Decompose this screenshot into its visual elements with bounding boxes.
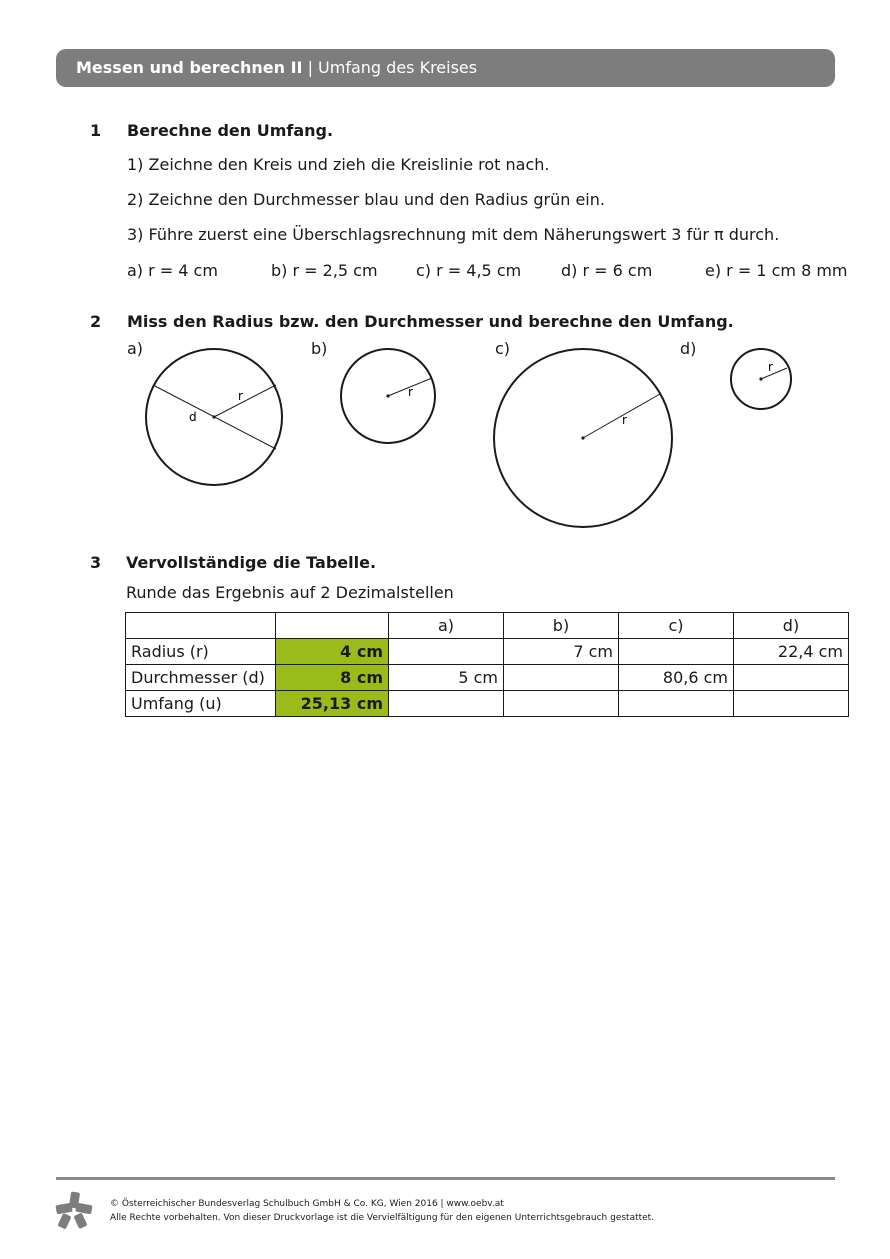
table-cell[interactable] bbox=[734, 691, 849, 717]
table-row bbox=[126, 639, 849, 665]
table-cell[interactable] bbox=[389, 639, 504, 665]
task1-part-d: d) r = 6 cm bbox=[561, 261, 653, 280]
task3-number: 3 bbox=[90, 553, 102, 572]
table-row-label: Radius (r) bbox=[126, 639, 276, 665]
table-cell[interactable] bbox=[504, 691, 619, 717]
table-row-label: Durchmesser (d) bbox=[126, 665, 276, 691]
table-cell: 5 cm bbox=[389, 665, 504, 691]
table-header-cell bbox=[276, 613, 389, 639]
header-separator: | bbox=[307, 58, 313, 77]
footer-text bbox=[110, 1197, 654, 1225]
circle-c bbox=[494, 349, 672, 527]
table-given-value: 25,13 cm bbox=[276, 691, 389, 717]
table-cell: 80,6 cm bbox=[619, 665, 734, 691]
task2-number: 2 bbox=[90, 312, 102, 331]
table-given-value: 4 cm bbox=[276, 639, 389, 665]
table-cell: 7 cm bbox=[504, 639, 619, 665]
circle-a bbox=[146, 349, 282, 485]
circle-d-radius-label: r bbox=[768, 360, 773, 374]
table-cell[interactable] bbox=[389, 691, 504, 717]
task3-subtitle: Runde das Ergebnis auf 2 Dezimalstellen bbox=[126, 583, 454, 602]
task2-title: Miss den Radius bzw. den Durchmesser und berechne den Umfang. bbox=[127, 312, 734, 331]
circle-c-radius-label: r bbox=[622, 413, 627, 427]
task3-title: Vervollständige die Tabelle. bbox=[126, 553, 377, 572]
header-title-rest: Umfang des Kreises bbox=[318, 58, 478, 77]
task1-title: Berechne den Umfang. bbox=[127, 121, 334, 140]
circle-a-diameter-label: d bbox=[189, 410, 197, 424]
table-row bbox=[126, 665, 849, 691]
table-header-cell: b) bbox=[504, 613, 619, 639]
task1-part-a: a) r = 4 cm bbox=[127, 261, 218, 280]
circle-b bbox=[341, 349, 435, 443]
table-header-cell: d) bbox=[734, 613, 849, 639]
circle-d bbox=[731, 349, 791, 409]
circle-a-radius-label: r bbox=[238, 389, 243, 403]
task2-label-a: a) bbox=[127, 339, 144, 358]
circle-table bbox=[125, 612, 849, 717]
task1-number: 1 bbox=[90, 121, 102, 140]
task2-label-d: d) bbox=[680, 339, 697, 358]
table-cell[interactable] bbox=[619, 639, 734, 665]
task1-step-2: 2) Zeichne den Durchmesser blau und den Radius grün ein. bbox=[127, 190, 605, 209]
table-cell: 22,4 cm bbox=[734, 639, 849, 665]
table-header-row bbox=[126, 613, 849, 639]
table-cell[interactable] bbox=[504, 665, 619, 691]
header-title-bold: Messen und berechnen II bbox=[76, 58, 303, 77]
publisher-logo-icon bbox=[54, 1190, 94, 1230]
table-row-label: Umfang (u) bbox=[126, 691, 276, 717]
table-header-cell: c) bbox=[619, 613, 734, 639]
table-given-value: 8 cm bbox=[276, 665, 389, 691]
footer-divider bbox=[56, 1177, 835, 1180]
table-row bbox=[126, 691, 849, 717]
table-cell[interactable] bbox=[734, 665, 849, 691]
circle-b-radius-label: r bbox=[408, 385, 413, 399]
task2-label-b: b) bbox=[311, 339, 328, 358]
task1-part-b: b) r = 2,5 cm bbox=[271, 261, 378, 280]
table-cell[interactable] bbox=[619, 691, 734, 717]
task1-step-3: 3) Führe zuerst eine Überschlagsrechnung mit dem Näherungswert 3 für π durch. bbox=[127, 225, 780, 244]
table-header-cell bbox=[126, 613, 276, 639]
footer-copyright: © Österreichischer Bundesverlag Schulbuch GmbH & Co. KG, Wien 2016 | www.oebv.at bbox=[110, 1199, 504, 1209]
task2-label-c: c) bbox=[495, 339, 511, 358]
task1-part-c: c) r = 4,5 cm bbox=[416, 261, 522, 280]
table-header-cell: a) bbox=[389, 613, 504, 639]
footer-rights: Alle Rechte vorbehalten. Von dieser Druckvorlage ist die Vervielfältigung für den eigenen Unterrichtsgebrauch gestattet. bbox=[110, 1213, 655, 1223]
task1-part-e: e) r = 1 cm 8 mm bbox=[705, 261, 848, 280]
task1-step-1: 1) Zeichne den Kreis und zieh die Kreislinie rot nach. bbox=[127, 155, 550, 174]
